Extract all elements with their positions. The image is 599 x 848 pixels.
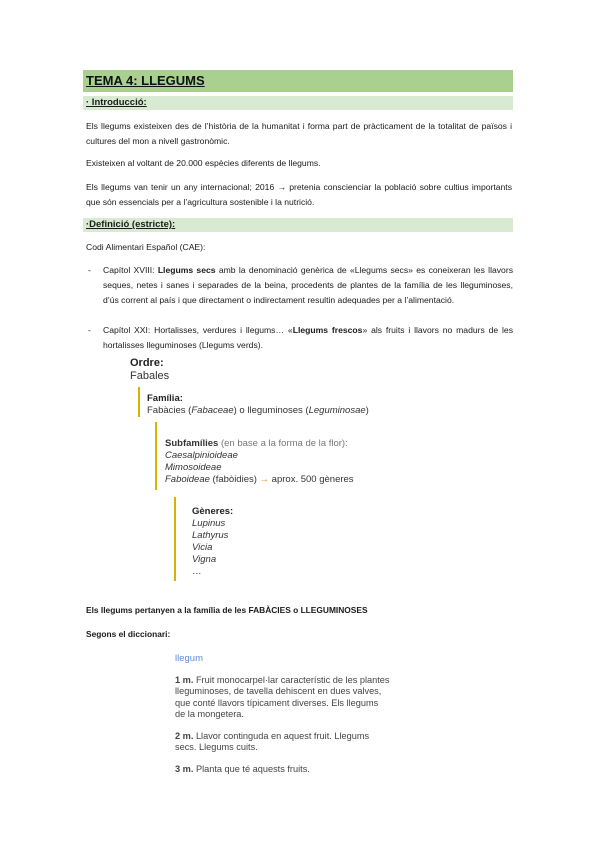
taxonomy-genera: [192, 506, 233, 578]
genus-lupinus: Lupinus: [192, 518, 226, 529]
section-header-intro: [83, 96, 513, 110]
bullet-1-prefix: Capítol XVIII:: [103, 265, 158, 275]
codi-line: Codi Alimentari Español (CAE):: [86, 242, 206, 252]
subfamily-faboideae: Faboideae (fabòidies) → aprox. 500 gèneres: [165, 474, 354, 485]
genus-vicia: Vicia: [192, 542, 213, 553]
genus-vigna: Vigna: [192, 554, 217, 565]
genus-lathyrus: Lathyrus: [192, 530, 229, 541]
family-statement: Els llegums pertanyen a la família de les FABÀCIES o LLEGUMINOSES: [86, 605, 368, 615]
subfamily-mimosoideae: Mimosoideae: [165, 462, 222, 473]
section-header-definition: [83, 218, 513, 232]
definition-2: 2 m. Llavor continguda en aquest fruit. Llegums secs. Llegums cuits.: [175, 730, 370, 752]
definition-1: 1 m. Fruit monocarpel·lar característic de les plantes lleguminoses, de tavella dehiscent en dues valves, que conté llavors típicament diverses. Els llegums de la mongetera.: [175, 674, 390, 719]
taxonomy-connector-3: [174, 497, 176, 581]
taxonomy-subfamilies: [165, 438, 354, 486]
bullet-dash: -: [88, 325, 91, 335]
taxonomy-connector-1: [138, 387, 140, 417]
bullet-item-1: [88, 263, 513, 308]
section-label-definition: ·Definició (estricte):: [86, 219, 176, 230]
bullet-1-bold: Llegums secs: [157, 265, 216, 275]
bullet-2-prefix: Capítol XXI: Hortalisses, verdures i llegums… «: [103, 325, 293, 335]
dictionary-headword: llegum: [175, 653, 203, 664]
family-value: Fabàcies (Fabaceae) o lleguminoses (Leguminosae): [147, 405, 369, 416]
taxonomy-connector-2: [155, 422, 157, 490]
taxonomy-order: [130, 357, 169, 383]
dictionary-excerpt: [175, 653, 389, 775]
taxonomy-family: [147, 393, 369, 417]
arrow-right-icon: →: [259, 474, 270, 485]
bullet-2-rest: » als fruits i llavors no madurs de les hortalisses lleguminoses (Llegums verds).: [103, 325, 514, 350]
section-label-intro: · Introducció:: [86, 97, 147, 108]
subfamily-label: Subfamílies (en base a la forma de la flor):: [165, 438, 348, 449]
page-title: TEMA 4: LLEGUMS: [86, 73, 205, 88]
bullet-1-rest: amb la denominació genèrica de «Llegums secs» es coneixeran les llavors seques, netes i sanes i separades de la beina, procedents de plantes de la família de les lleguminoses, d’ús corrent al país i que directament o indirectament resultin adequades per a l’alimentació.: [103, 265, 513, 305]
bullet-item-2: [88, 323, 514, 353]
intro-paragraph-3: Els llegums van tenir un any internacional; 2016 → pretenia conscienciar la població sobre cultius importants que són essencials per a l’agricultura sostenible i la nutrició.: [86, 182, 512, 207]
family-label: Família:: [147, 393, 183, 404]
order-label: Ordre:: [130, 357, 164, 369]
genus-ellipsis: …: [192, 566, 202, 577]
bullet-dash: -: [88, 265, 91, 275]
definition-3: 3 m. Planta que té aquests fruits.: [175, 763, 310, 774]
subfamily-caesalpinioideae: Caesalpinioideae: [165, 450, 238, 461]
order-value: Fabales: [130, 370, 170, 382]
bullet-2-bold: Llegums frescos: [292, 325, 363, 335]
intro-paragraph-1: Els llegums existeixen des de l’història de la humanitat i forma part de pràcticament de la totalitat de països i cultures del mon a nivell gastronòmic.: [86, 121, 512, 146]
intro-paragraph-2: Existeixen al voltant de 20.000 espècies diferents de llegums.: [86, 158, 321, 168]
genera-label: Gèneres:: [192, 506, 234, 517]
dictionary-intro: Segons el diccionari:: [86, 629, 171, 639]
title-bar: [83, 70, 513, 92]
